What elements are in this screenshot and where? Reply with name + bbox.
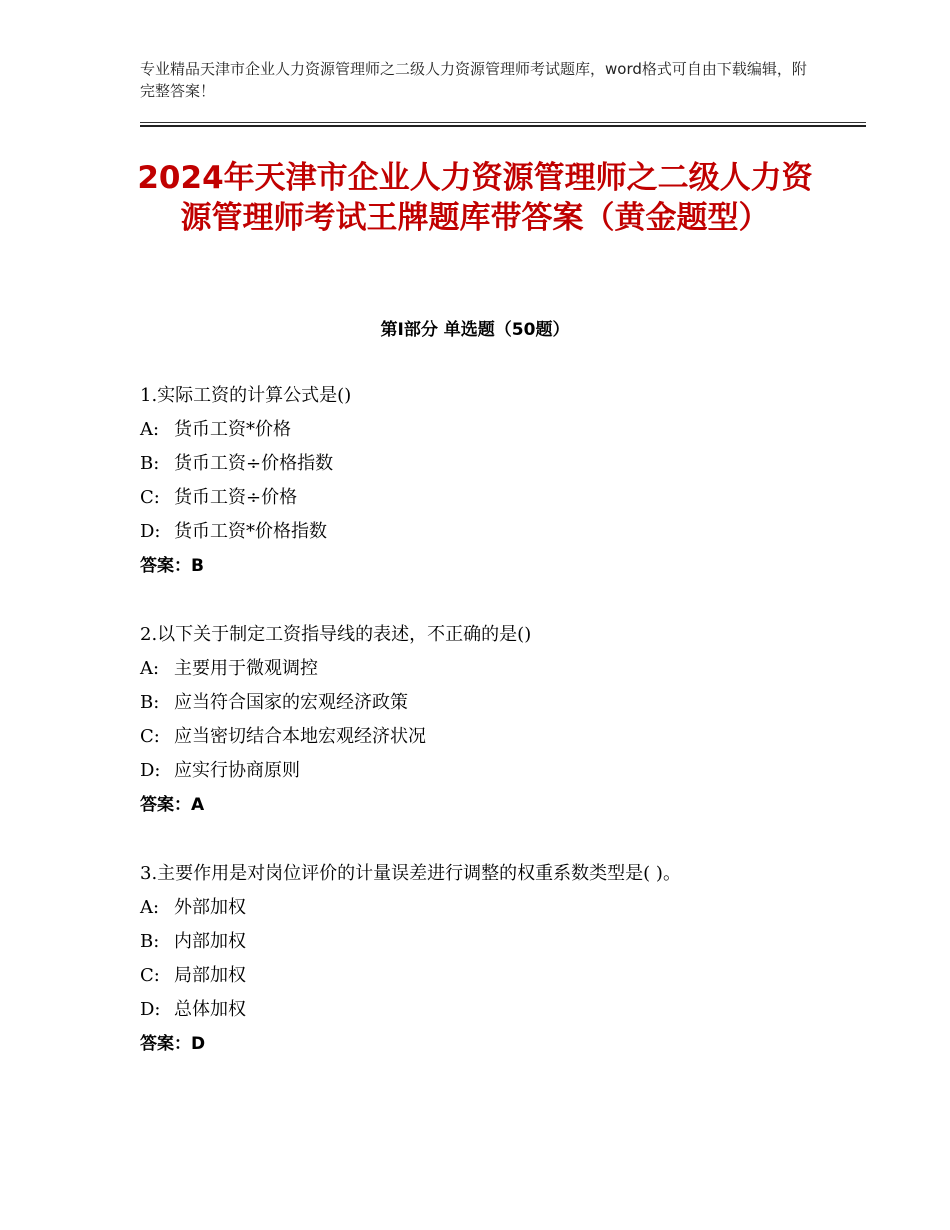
question-stem: 3.主要作用是对岗位评价的计量误差进行调整的权重系数类型是( )。 <box>140 863 681 884</box>
question-stem: 1.实际工资的计算公式是() <box>140 385 352 406</box>
question-stem: 2.以下关于制定工资指导线的表述，不正确的是() <box>140 624 532 645</box>
option-text: 总体加权 <box>174 999 246 1020</box>
option-a <box>140 896 840 930</box>
answer-line: 答案：A <box>140 795 205 815</box>
option-c <box>140 486 840 520</box>
option-text: 主要用于微观调控 <box>174 658 318 679</box>
option-b <box>140 691 840 725</box>
option-text: 应实行协商原则 <box>174 760 300 781</box>
option-b <box>140 452 840 486</box>
header-divider-thick <box>140 125 866 127</box>
header-divider-thin <box>140 122 866 123</box>
option-letter: B: <box>140 931 160 952</box>
question-2 <box>140 623 840 827</box>
question-1 <box>140 384 840 588</box>
option-text: 内部加权 <box>174 931 246 952</box>
option-text: 局部加权 <box>174 965 246 986</box>
option-letter: D: <box>140 999 161 1020</box>
answer-line: 答案：B <box>140 556 204 576</box>
option-letter: B: <box>140 692 160 713</box>
option-letter: D: <box>140 760 161 781</box>
option-letter: D: <box>140 521 161 542</box>
option-text: 货币工资*价格 <box>174 419 291 440</box>
option-c <box>140 725 840 759</box>
option-text: 货币工资÷价格 <box>174 487 298 508</box>
option-d <box>140 520 840 554</box>
header-note: 专业精品天津市企业人力资源管理师之二级人力资源管理师考试题库，word格式可自由下载编辑，附完整答案！ <box>140 60 807 100</box>
option-letter: A: <box>140 658 160 679</box>
option-a <box>140 657 840 691</box>
option-letter: C: <box>140 726 160 747</box>
option-d <box>140 759 840 793</box>
option-text: 应当符合国家的宏观经济政策 <box>174 692 408 713</box>
option-text: 应当密切结合本地宏观经济状况 <box>174 726 426 747</box>
answer-line: 答案：D <box>140 1034 206 1054</box>
option-a <box>140 418 840 452</box>
option-d <box>140 998 840 1032</box>
option-b <box>140 930 840 964</box>
section-title: 第Ⅰ部分 单选题（50题） <box>380 320 570 340</box>
option-letter: C: <box>140 487 160 508</box>
option-letter: C: <box>140 965 160 986</box>
option-text: 货币工资÷价格指数 <box>174 453 334 474</box>
option-text: 货币工资*价格指数 <box>174 521 327 542</box>
question-3 <box>140 862 840 1066</box>
option-text: 外部加权 <box>174 897 246 918</box>
option-letter: B: <box>140 453 160 474</box>
option-letter: A: <box>140 419 160 440</box>
document-title: 2024年天津市企业人力资源管理师之二级人力资源管理师考试王牌题库带答案（黄金题型） <box>137 160 813 236</box>
option-c <box>140 964 840 998</box>
option-letter: A: <box>140 897 160 918</box>
